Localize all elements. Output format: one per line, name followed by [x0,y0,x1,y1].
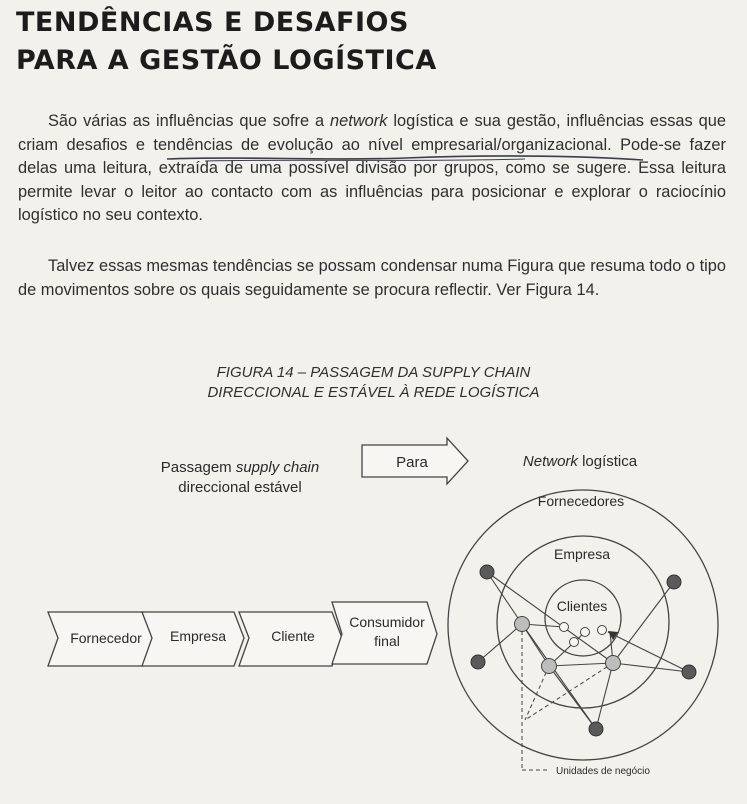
chain-step-consumidor: Consumidor [349,614,425,630]
caption-line-1: FIGURA 14 – PASSAGEM DA SUPPLY CHAIN [216,364,531,381]
emphasis-network: network [330,112,388,130]
left-label-line-2: direccional estável [178,479,302,496]
ring-label-clientes: Clientes [556,598,608,614]
caption-line-2: DIRECCIONAL E ESTÁVEL À REDE LOGÍSTICA [207,384,540,401]
client-nodes [560,623,607,647]
paragraph-1: São várias as influências que sofre a network logística e sua gestão, influências essas que criam desafios e tendências de evolução ao nível empresarial/organizacional. Pode-se fazer delas uma leitura, extraída de uma possível divisão por grupos, como se sugere. Essa leitura permite levar o leitor ao contacto com as influências para posicionar e explorar o raciocínio logístico no seu contexto. [18,112,726,225]
ring-label-fornecedores: Fornecedores [537,493,625,509]
network-label: Network logística [522,453,638,470]
ring-fornecedores [448,490,718,760]
title-line-1: TENDÊNCIAS E DESAFIOS [16,7,409,38]
paragraph-2: Talvez essas mesmas tendências se possam condensar numa Figura que resuma todo o tipo de movimentos sobre os quais seguidamente se procura reflectir. Ver Figura 14. [18,257,726,299]
network-connections [478,572,689,729]
legend-unidades: Unidades de negócio [556,766,650,777]
chain-step-fornecedor: Fornecedor [70,630,142,646]
ring-label-empresa: Empresa [553,546,611,562]
chain-step-cliente: Cliente [271,628,315,644]
para-arrow-label: Para [396,454,428,471]
left-label-line-1: Passagem supply chain [160,459,320,476]
chain-step-final: final [374,633,400,649]
chain-step-empresa: Empresa [169,628,227,644]
ring-clientes [545,580,621,656]
title-line-2: PARA A GESTÃO LOGÍSTICA [16,45,437,76]
